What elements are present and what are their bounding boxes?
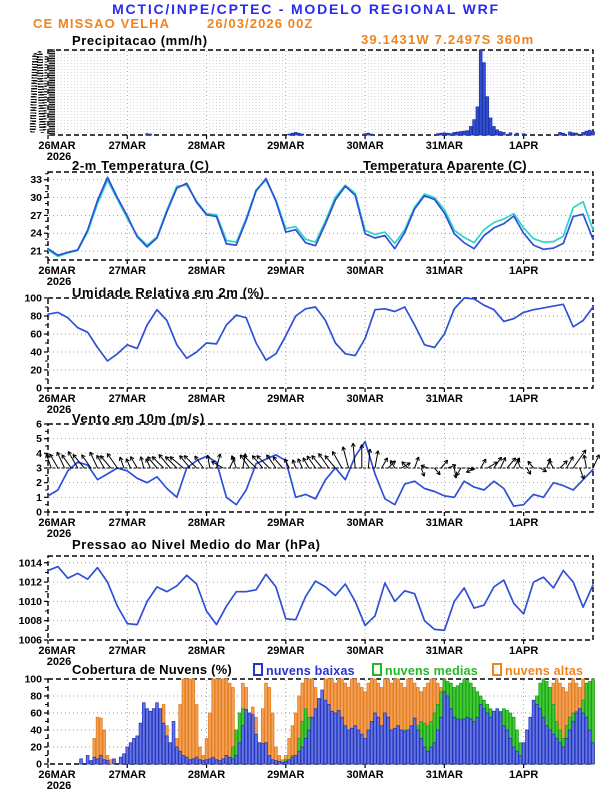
svg-text:29MAR: 29MAR [267, 645, 305, 657]
svg-text:27MAR: 27MAR [108, 517, 146, 529]
svg-text:28MAR: 28MAR [187, 393, 226, 405]
panel-title-apparent-temperature: Temperatura Aparente (C) [363, 158, 527, 173]
svg-text:20: 20 [30, 741, 42, 754]
svg-text:30MAR: 30MAR [346, 517, 384, 529]
legend-item-mid-clouds [372, 663, 478, 678]
panel-title-wind: Vento em 10m (m/s) [72, 411, 205, 426]
svg-text:28MAR: 28MAR [187, 140, 226, 152]
svg-text:29MAR: 29MAR [267, 517, 305, 529]
svg-text:27MAR: 27MAR [108, 265, 146, 277]
svg-text:24: 24 [30, 227, 42, 240]
svg-text:2026: 2026 [46, 151, 72, 163]
panel-rh-plot [24, 293, 593, 417]
svg-text:29MAR: 29MAR [267, 140, 305, 152]
legend-label-high-clouds: nuvens altas [505, 664, 584, 678]
svg-text:40: 40 [30, 346, 42, 359]
svg-text:31MAR: 31MAR [425, 393, 464, 405]
svg-text:1APR: 1APR [508, 769, 539, 781]
svg-text:6: 6 [36, 418, 42, 431]
svg-text:29MAR: 29MAR [267, 769, 305, 781]
panel-title-humidity: Umidade Relativa em 2m (%) [72, 285, 265, 300]
svg-text:2: 2 [36, 477, 42, 490]
svg-text:31MAR: 31MAR [425, 265, 464, 277]
svg-text:30MAR: 30MAR [346, 265, 384, 277]
panel-title-precipitation: Precipitacao (mm/h) [72, 33, 208, 48]
svg-text:0: 0 [36, 382, 42, 395]
svg-text:2026: 2026 [46, 656, 72, 668]
svg-text:60: 60 [30, 707, 42, 720]
svg-text:20: 20 [30, 364, 42, 377]
panel-slp-plot [19, 556, 593, 668]
svg-text:31MAR: 31MAR [425, 645, 464, 657]
svg-text:0: 0 [36, 758, 42, 771]
model-run-datetime: 26/03/2026 00Z [207, 16, 314, 31]
svg-text:28MAR: 28MAR [187, 645, 226, 657]
svg-text:80: 80 [30, 310, 42, 323]
svg-text:27MAR: 27MAR [108, 769, 146, 781]
panel-temp-plot [30, 172, 593, 288]
svg-text:27MAR: 27MAR [108, 645, 146, 657]
svg-text:29MAR: 29MAR [267, 265, 305, 277]
legend-swatch-high-clouds-icon [492, 663, 502, 676]
svg-text:26MAR: 26MAR [38, 140, 76, 152]
svg-text:28MAR: 28MAR [187, 517, 226, 529]
panel-title-cloud-cover: Cobertura de Nuvens (%) [72, 662, 232, 677]
legend-swatch-low-clouds-icon [253, 663, 263, 676]
page-title: MCTIC/INPE/CPTEC - MODELO REGIONAL WRF [112, 1, 500, 17]
station-name: CE MISSAO VELHA [33, 16, 171, 31]
svg-text:30MAR: 30MAR [346, 645, 384, 657]
svg-text:0: 0 [36, 506, 42, 519]
legend-swatch-mid-clouds-icon [372, 663, 382, 676]
svg-text:28MAR: 28MAR [187, 769, 226, 781]
svg-text:2026: 2026 [46, 780, 72, 792]
svg-text:27MAR: 27MAR [108, 140, 146, 152]
svg-text:26MAR: 26MAR [38, 769, 76, 781]
panel-title-temperature: 2-m Temperatura (C) [72, 158, 210, 173]
svg-text:1006: 1006 [18, 634, 42, 647]
legend-item-high-clouds [492, 663, 583, 678]
svg-text:3: 3 [36, 462, 42, 475]
panel-cloud-plot [24, 674, 594, 792]
svg-text:2026: 2026 [46, 528, 72, 540]
svg-text:4: 4 [36, 447, 42, 460]
svg-text:29MAR: 29MAR [267, 393, 305, 405]
svg-text:1010: 1010 [18, 595, 42, 608]
legend-label-low-clouds: nuvens baixas [266, 664, 355, 678]
svg-text:31MAR: 31MAR [425, 769, 464, 781]
svg-text:2026: 2026 [46, 276, 72, 288]
svg-text:26MAR: 26MAR [38, 517, 76, 529]
svg-text:100: 100 [24, 673, 42, 686]
svg-text:26MAR: 26MAR [38, 265, 76, 277]
panel-wind-plot [36, 419, 599, 541]
svg-text:1APR: 1APR [508, 140, 539, 152]
svg-text:31MAR: 31MAR [425, 517, 464, 529]
svg-text:2026: 2026 [46, 404, 72, 416]
svg-text:1APR: 1APR [508, 645, 539, 657]
svg-text:31MAR: 31MAR [425, 140, 464, 152]
svg-text:80: 80 [30, 690, 42, 703]
svg-text:1APR: 1APR [508, 265, 539, 277]
legend-item-low-clouds [253, 663, 355, 678]
station-coordinates: 39.1431W 7.2497S 360m [361, 32, 535, 47]
svg-text:26MAR: 26MAR [38, 393, 76, 405]
svg-text:1APR: 1APR [508, 393, 539, 405]
svg-text:33: 33 [30, 174, 42, 187]
svg-text:60: 60 [30, 328, 42, 341]
svg-text:100: 100 [24, 292, 42, 305]
svg-text:1008: 1008 [18, 615, 42, 628]
svg-text:30MAR: 30MAR [346, 769, 384, 781]
svg-text:21: 21 [30, 245, 42, 258]
svg-text:30: 30 [30, 192, 42, 205]
legend-label-mid-clouds: nuvens medias [385, 664, 478, 678]
svg-text:30MAR: 30MAR [346, 393, 384, 405]
svg-text:26MAR: 26MAR [38, 645, 76, 657]
svg-text:40: 40 [30, 724, 42, 737]
svg-text:1012: 1012 [18, 576, 42, 589]
svg-text:1014: 1014 [18, 557, 42, 570]
svg-text:28MAR: 28MAR [187, 265, 226, 277]
panel-precip-plot [38, 50, 594, 163]
svg-text:27MAR: 27MAR [108, 393, 146, 405]
svg-text:5: 5 [36, 433, 42, 446]
svg-text:27: 27 [30, 209, 42, 222]
svg-text:30MAR: 30MAR [346, 140, 384, 152]
panel-title-pressure: Pressao ao Nivel Medio do Mar (hPa) [72, 537, 321, 552]
svg-text:1: 1 [36, 491, 42, 504]
svg-text:1APR: 1APR [508, 517, 539, 529]
